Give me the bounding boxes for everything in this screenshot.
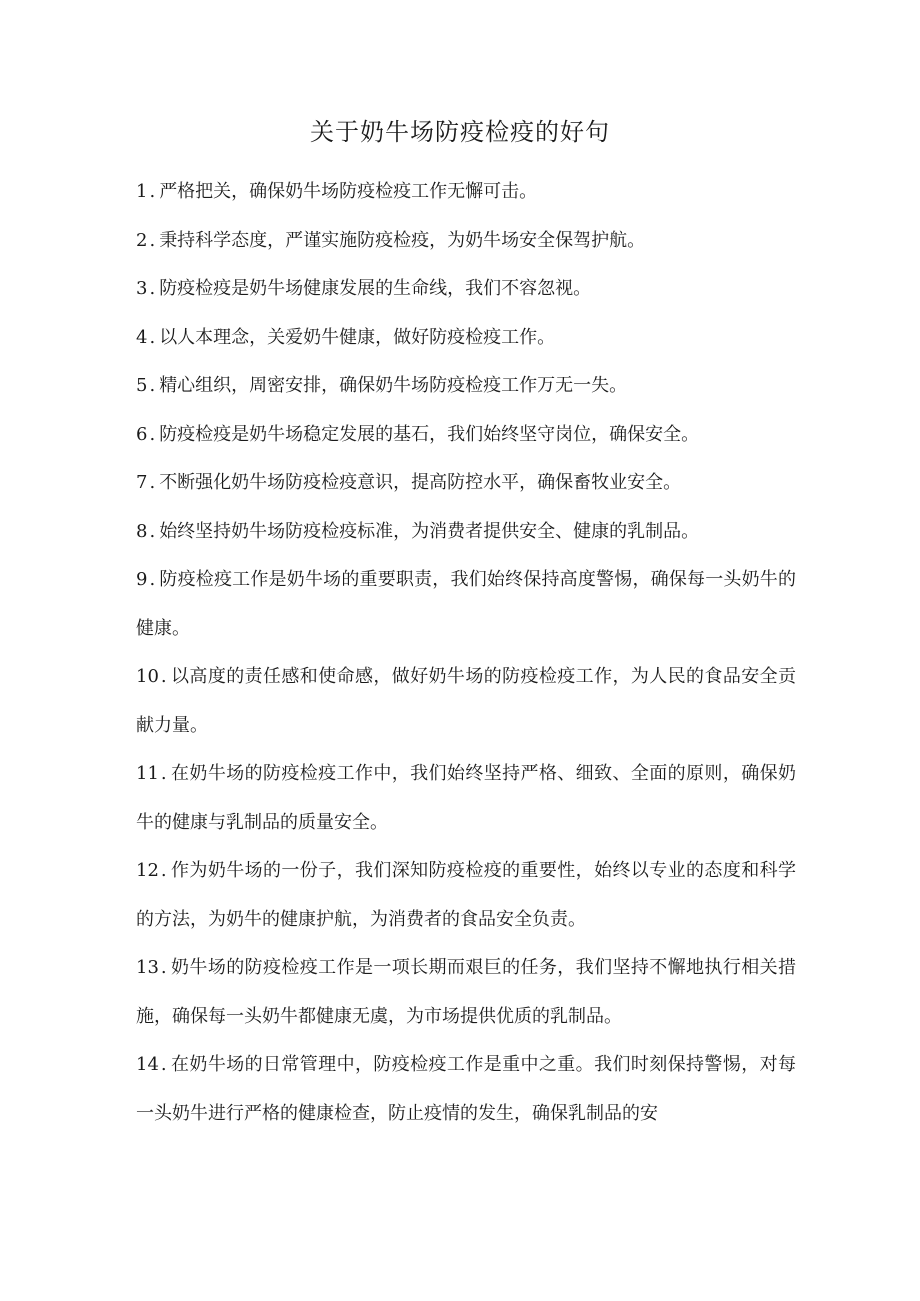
list-item: 3 . 防疫检疫是奶牛场健康发展的生命线，我们不容忽视。 [136,278,592,299]
sentence-list [136,168,796,1138]
item-text: 精心组织，周密安排，确保奶牛场防疫检疫工作万无一失。 [159,375,628,396]
item-number: 12 [136,860,159,881]
list-item: 11 . 在奶牛场的防疫检疫工作中，我们始终坚持严格、细致、全面的原则，确保奶牛的健康与乳制品的质量安全。 [136,763,796,833]
item-text: 奶牛场的防疫检疫工作是一项长期而艰巨的任务，我们坚持不懈地执行相关措施，确保每一头奶牛都健康无虞，为市场提供优质的乳制品。 [136,957,796,1027]
list-item: 10 . 以高度的责任感和使命感，做好奶牛场的防疫检疫工作，为人民的食品安全贡献力量。 [136,666,796,736]
item-number: 11 [136,763,159,784]
item-number: 3 [136,278,148,299]
list-item: 6 . 防疫检疫是奶牛场稳定发展的基石，我们始终坚守岗位，确保安全。 [136,423,700,445]
item-text: 以高度的责任感和使命感，做好奶牛场的防疫检疫工作，为人民的食品安全贡献力量。 [136,666,796,736]
item-number: 10 [136,666,159,687]
item-number: 6 [136,423,148,445]
item-text: 以人本理念，关爱奶牛健康，做好防疫检疫工作。 [159,326,556,348]
list-item: 12 . 作为奶牛场的一份子，我们深知防疫检疫的重要性，始终以专业的态度和科学的方法，为奶牛的健康护航，为消费者的食品安全负责。 [136,860,796,930]
item-number: 1 [136,181,148,202]
item-text: 在奶牛场的防疫检疫工作中，我们始终坚持严格、细致、全面的原则，确保奶牛的健康与乳制品的质量安全。 [136,763,796,833]
item-number: 2 [136,229,148,251]
item-text: 秉持科学态度，严谨实施防疫检疫，为奶牛场安全保驾护航。 [159,229,646,251]
list-item: 14 . 在奶牛场的日常管理中，防疫检疫工作是重中之重。我们时刻保持警惕，对每一头奶牛进行严格的健康检查，防止疫情的发生，确保乳制品的安 [136,1054,796,1124]
item-number: 7 [136,472,148,493]
list-item: 8 . 始终坚持奶牛场防疫检疫标准，为消费者提供安全、健康的乳制品。 [136,520,700,542]
item-text: 不断强化奶牛场防疫检疫意识，提高防控水平，确保畜牧业安全。 [159,472,682,493]
list-item: 1 . 严格把关，确保奶牛场防疫检疫工作无懈可击。 [136,181,538,202]
item-number: 5 [136,375,148,396]
item-text: 在奶牛场的日常管理中，防疫检疫工作是重中之重。我们时刻保持警惕，对每一头奶牛进行严格的健康检查，防止疫情的发生，确保乳制品的安 [136,1054,796,1124]
list-item: 5 . 精心组织，周密安排，确保奶牛场防疫检疫工作万无一失。 [136,375,628,396]
page-title: 关于奶牛场防疫检疫的好句 [310,118,610,146]
item-number: 14 [136,1054,159,1075]
item-text: 严格把关，确保奶牛场防疫检疫工作无懈可击。 [159,181,538,202]
item-number: 13 [136,957,159,978]
item-number: 9 [136,569,148,590]
item-number: 4 [136,326,148,348]
item-text: 防疫检疫工作是奶牛场的重要职责，我们始终保持高度警惕，确保每一头奶牛的健康。 [136,569,796,639]
list-item: 7 . 不断强化奶牛场防疫检疫意识，提高防控水平，确保畜牧业安全。 [136,472,682,493]
item-text: 防疫检疫是奶牛场稳定发展的基石，我们始终坚守岗位，确保安全。 [159,423,700,445]
list-item: 13 . 奶牛场的防疫检疫工作是一项长期而艰巨的任务，我们坚持不懈地执行相关措施，确保每一头奶牛都健康无虞，为市场提供优质的乳制品。 [136,957,796,1027]
list-item: 4 . 以人本理念，关爱奶牛健康，做好防疫检疫工作。 [136,326,556,348]
item-text: 作为奶牛场的一份子，我们深知防疫检疫的重要性，始终以专业的态度和科学的方法，为奶牛的健康护航，为消费者的食品安全负责。 [136,860,796,930]
list-item: 2 . 秉持科学态度，严谨实施防疫检疫，为奶牛场安全保驾护航。 [136,229,646,251]
list-item: 9 . 防疫检疫工作是奶牛场的重要职责，我们始终保持高度警惕，确保每一头奶牛的健康。 [136,569,796,639]
item-text: 始终坚持奶牛场防疫检疫标准，为消费者提供安全、健康的乳制品。 [159,520,700,542]
item-text: 防疫检疫是奶牛场健康发展的生命线，我们不容忽视。 [159,278,592,299]
item-number: 8 [136,520,148,542]
